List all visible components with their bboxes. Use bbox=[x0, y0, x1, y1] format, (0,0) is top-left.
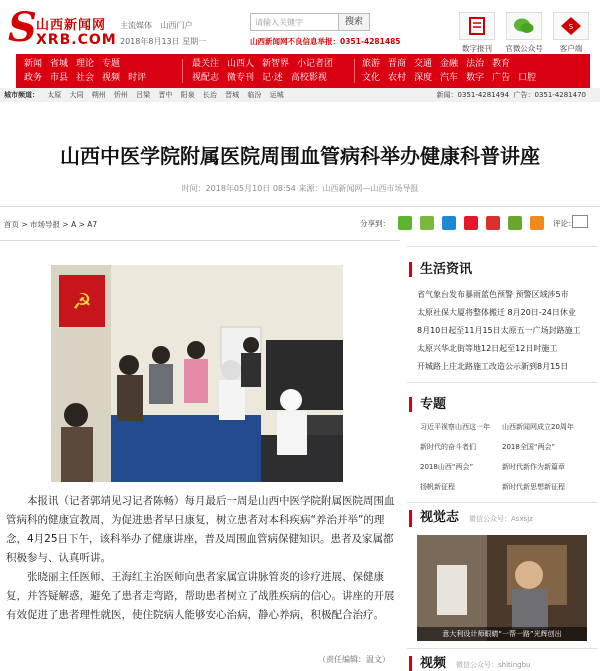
top-info bbox=[120, 18, 206, 50]
wechat-label: 官微公众号 bbox=[505, 44, 543, 53]
life-info-item[interactable]: 太原兴华北街等地12日起至12日时施工 bbox=[417, 344, 558, 353]
app-link[interactable] bbox=[550, 12, 592, 54]
link-mainstream[interactable]: 主流媒体 bbox=[120, 21, 152, 30]
nav-item[interactable]: 汽车 bbox=[440, 73, 459, 83]
nav-item[interactable]: 政务 bbox=[24, 73, 43, 83]
city-link[interactable]: 临汾 bbox=[247, 91, 262, 99]
nav-item[interactable]: 专题 bbox=[102, 59, 121, 69]
link-portal[interactable]: 山西门户 bbox=[160, 21, 193, 30]
qq-share-icon[interactable] bbox=[442, 216, 456, 230]
nav-item[interactable]: 时评 bbox=[128, 73, 147, 83]
life-info-item[interactable]: 开城路上庄北路施工改造公示新到8月15日 bbox=[417, 362, 569, 371]
topic-item[interactable]: 新时代新作为新篇章 bbox=[502, 463, 565, 471]
wechat-link[interactable] bbox=[503, 12, 545, 54]
city-channel-bar bbox=[0, 88, 600, 102]
city-link[interactable]: 朔州 bbox=[91, 91, 106, 99]
nav-item[interactable]: 农村 bbox=[388, 73, 407, 83]
search-input[interactable]: 请输入关键字 bbox=[250, 13, 340, 31]
topic-item[interactable]: 新时代的奋斗者们 bbox=[420, 443, 476, 451]
city-link[interactable]: 忻州 bbox=[113, 91, 128, 99]
nav-item[interactable]: 法治 bbox=[466, 59, 485, 69]
logo-en: XRB.COM bbox=[36, 32, 117, 48]
nav-item[interactable]: 深度 bbox=[414, 73, 433, 83]
city-link[interactable]: 运城 bbox=[269, 91, 284, 99]
nav-item[interactable]: 广告 bbox=[492, 73, 511, 83]
city-channel-label: 城市频道： bbox=[4, 91, 39, 99]
video-thumbnail[interactable] bbox=[417, 535, 587, 641]
city-link[interactable]: 晋城 bbox=[225, 91, 240, 99]
nav-item[interactable]: 小记者团 bbox=[297, 59, 334, 69]
nav-item[interactable]: 视频 bbox=[102, 73, 121, 83]
article-body bbox=[6, 492, 396, 625]
app-label: 客户端 bbox=[559, 44, 583, 53]
video-caption: 意大利设计师眼睛“一帮一路”光辉创出 bbox=[417, 627, 587, 641]
city-link[interactable]: 阳泉 bbox=[180, 91, 195, 99]
comment-label: 评论： bbox=[553, 219, 576, 228]
video-heading bbox=[409, 510, 533, 527]
article-photo bbox=[51, 265, 343, 482]
nav-divider bbox=[354, 59, 355, 83]
share-label: 分享到： bbox=[360, 218, 390, 228]
paragraph: 张晓丽主任医师、王海红主治医师向患者家属宣讲脉管炎的诊疗进展、保健康复，并答疑解惑，避免了患者走弯路，帮助患者树立了战胜疾病的信心。讲座的开展有效促进了患者理性就医，使住院病人能够安心治病，静心养病，积极配合治疗。 bbox=[6, 571, 395, 621]
nav-divider bbox=[182, 59, 183, 83]
divider bbox=[407, 648, 597, 649]
editor-credit: （责任编辑：温文） bbox=[318, 655, 390, 664]
divider bbox=[0, 206, 600, 207]
douban-share-icon[interactable] bbox=[508, 216, 522, 230]
epaper-label: 数字报刊 bbox=[462, 44, 492, 53]
weibo-share-icon[interactable] bbox=[464, 216, 478, 230]
nav-item[interactable]: 市县 bbox=[50, 73, 69, 83]
nav-item[interactable]: 旅游 bbox=[362, 59, 381, 69]
topic-list bbox=[420, 422, 598, 492]
topic-item[interactable]: 扬帆新征程 bbox=[420, 483, 455, 491]
life-info-item[interactable]: 太原社保大厦将整体搬迁 8月20日-24日休业 bbox=[417, 308, 576, 317]
breadcrumb[interactable]: 首页 > 市场导报 > A > A7 bbox=[4, 220, 98, 229]
current-date: 2018年8月13日 星期一 bbox=[120, 37, 207, 46]
search-button[interactable]: 搜索 bbox=[338, 13, 370, 31]
renren-share-icon[interactable] bbox=[486, 216, 500, 230]
article-title: 山西中医学院附属医院周围血管病科举办健康科普讲座 bbox=[60, 144, 540, 168]
topic-item[interactable]: 新时代新思想新征程 bbox=[502, 483, 565, 491]
nav-item[interactable]: 山西人 bbox=[227, 59, 255, 69]
main-nav bbox=[16, 54, 590, 88]
article-meta: 时间：2018年05月10日 08:54 来源：山西新闻网—山西市场导报 bbox=[181, 184, 419, 193]
video-title: 视觉志 bbox=[420, 510, 460, 525]
topic-title: 专题 bbox=[420, 397, 447, 412]
ad-phone: 广告：0351-4281470 bbox=[513, 91, 586, 99]
newspaper-icon bbox=[459, 12, 495, 40]
nav-item[interactable]: 交通 bbox=[414, 59, 433, 69]
video2-subtitle: 微信公众号：shitingbu bbox=[456, 661, 531, 669]
divider bbox=[407, 246, 597, 247]
app-icon bbox=[553, 12, 589, 40]
nav-item[interactable]: 晋商 bbox=[388, 59, 407, 69]
nav-item[interactable]: 记·述 bbox=[262, 73, 283, 83]
share-bar bbox=[360, 216, 544, 230]
life-info-title: 生活资讯 bbox=[420, 262, 473, 277]
nav-group-2 bbox=[192, 57, 341, 85]
nav-item[interactable]: 社会 bbox=[76, 73, 95, 83]
qzone-share-icon[interactable] bbox=[420, 216, 434, 230]
nav-item[interactable]: 金融 bbox=[440, 59, 459, 69]
nav-item[interactable]: 省城 bbox=[50, 59, 69, 69]
city-link[interactable]: 吕梁 bbox=[136, 91, 151, 99]
site-logo[interactable] bbox=[6, 4, 117, 52]
video2-heading bbox=[409, 656, 531, 671]
topic-item[interactable]: 2018全国“两会” bbox=[502, 443, 556, 451]
more-share-icon[interactable] bbox=[530, 216, 544, 230]
nav-item[interactable]: 微专刊 bbox=[227, 73, 255, 83]
nav-group-3 bbox=[362, 57, 544, 85]
life-info-item[interactable]: 省气象台发布暴雨蓝色预警 预警区域涉5市 bbox=[417, 290, 569, 299]
topic-item[interactable]: 2018山西“两会” bbox=[420, 463, 474, 471]
life-info-list bbox=[417, 286, 597, 376]
nav-group-1 bbox=[24, 57, 154, 85]
divider bbox=[407, 382, 597, 383]
svg-text:☭: ☭ bbox=[72, 290, 92, 315]
city-link[interactable]: 大同 bbox=[69, 91, 84, 99]
contact-phones bbox=[437, 88, 586, 102]
topic-heading bbox=[409, 397, 446, 412]
svg-text:S: S bbox=[568, 23, 574, 31]
nav-item[interactable]: 口腔 bbox=[518, 73, 537, 83]
video-subtitle: 微信公众号：Asxsjz bbox=[469, 515, 533, 523]
city-link[interactable]: 太原 bbox=[47, 91, 62, 99]
news-phone: 新闻：0351-4281494 bbox=[436, 91, 510, 99]
nav-item[interactable]: 数字 bbox=[466, 73, 485, 83]
divider bbox=[407, 502, 597, 503]
topic-item[interactable]: 山西新闻网成立20周年 bbox=[502, 423, 574, 431]
city-link[interactable]: 晋中 bbox=[158, 91, 173, 99]
logo-cn: 山西新闻网 bbox=[36, 18, 107, 33]
wechat-share-icon[interactable] bbox=[398, 216, 412, 230]
nav-item[interactable]: 视配志 bbox=[192, 73, 220, 83]
comment-icon[interactable] bbox=[572, 215, 588, 228]
nav-item[interactable]: 高校影视 bbox=[290, 73, 327, 83]
life-info-heading bbox=[409, 262, 472, 277]
divider bbox=[0, 240, 400, 241]
video2-title: 视频 bbox=[420, 656, 447, 671]
topic-item[interactable]: 习近平视察山西这一年 bbox=[420, 423, 490, 431]
nav-item[interactable]: 文化 bbox=[362, 73, 381, 83]
city-link[interactable]: 长治 bbox=[202, 91, 217, 99]
paragraph: 本报讯（记者郭靖见习记者陈畅）每月最后一周是山西中医学院附属医院周围血管病科的健康宣教周，为促进患者早日康复，树立患者对本科疾病“养治并举”的理念，4月25日下午，该科举办了健康讲座，普及周围血管病保健知识。患者及家属都积极参与、认真听讲。 bbox=[6, 495, 395, 564]
report-hotline: 山西新闻网不良信息举报：0351-4281485 bbox=[250, 37, 401, 46]
nav-item[interactable]: 最关注 bbox=[192, 59, 220, 69]
life-info-item[interactable]: 8月10日起至11月15日太原五一广场封路施工 bbox=[417, 326, 581, 335]
wechat-icon bbox=[506, 12, 542, 40]
nav-item[interactable]: 新闻 bbox=[24, 59, 43, 69]
epaper-link[interactable] bbox=[456, 12, 498, 54]
nav-item[interactable]: 新智界 bbox=[262, 59, 290, 69]
logo-letter: S bbox=[8, 4, 37, 51]
nav-item[interactable]: 教育 bbox=[492, 59, 511, 69]
nav-item[interactable]: 理论 bbox=[76, 59, 95, 69]
